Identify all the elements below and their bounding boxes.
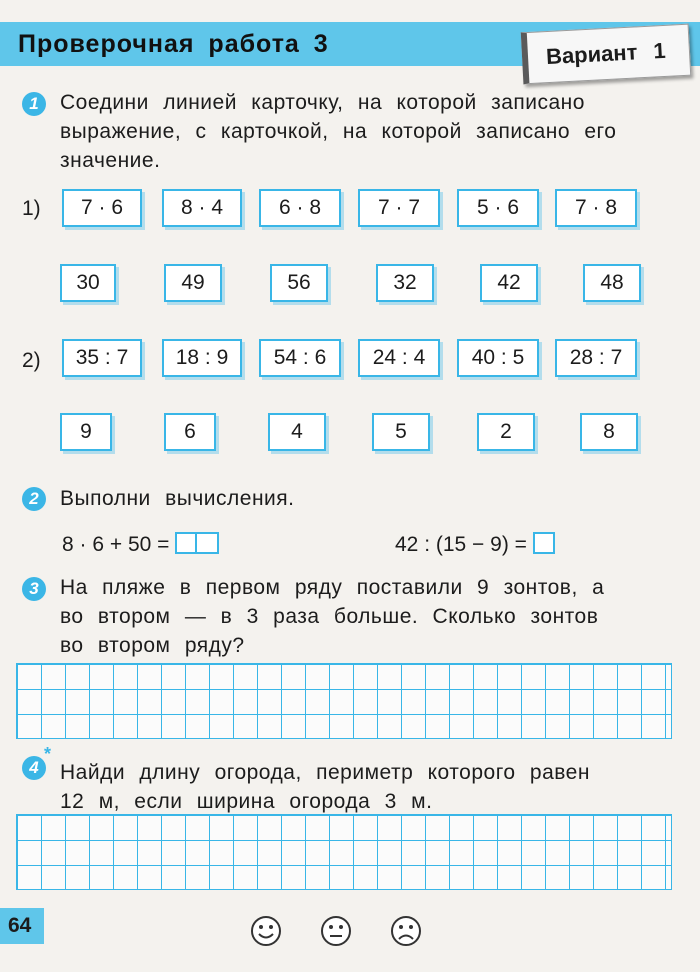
question-1-line: значение. <box>60 149 161 172</box>
calc-expression-2 <box>395 532 555 557</box>
neutral-face-icon[interactable] <box>320 915 352 947</box>
question-2-text: Выполни вычисления. <box>60 487 295 510</box>
expression-card[interactable]: 6 · 8 <box>259 189 341 227</box>
expression-card[interactable]: 40 : 5 <box>457 339 539 377</box>
question-3-line: во втором ряду? <box>60 634 245 657</box>
bonus-star: * <box>44 744 52 764</box>
row-1-label: 1) <box>22 197 41 220</box>
value-card[interactable]: 5 <box>372 413 430 451</box>
value-card[interactable]: 8 <box>580 413 638 451</box>
expression-card[interactable]: 28 : 7 <box>555 339 637 377</box>
expression-card[interactable]: 7 · 6 <box>62 189 142 227</box>
calc-expression-1 <box>62 532 219 557</box>
question-3-line: На пляже в первом ряду поставили 9 зонтов, а <box>60 576 605 599</box>
calc-expression-text: 8 · 6 + 50 = <box>62 533 170 556</box>
expression-card[interactable]: 18 : 9 <box>162 339 242 377</box>
calc-expression-text: 42 : (15 − 9) = <box>395 533 527 556</box>
question-1-line: Соедини линией карточку, на которой записано <box>60 91 585 114</box>
row-2-label: 2) <box>22 349 41 372</box>
value-card[interactable]: 6 <box>164 413 216 451</box>
expression-card[interactable]: 7 · 7 <box>358 189 440 227</box>
value-card[interactable]: 56 <box>270 264 328 302</box>
question-2-number: 2 <box>22 487 46 511</box>
happy-face-icon[interactable] <box>250 915 282 947</box>
value-card[interactable]: 48 <box>583 264 641 302</box>
value-card[interactable]: 49 <box>164 264 222 302</box>
answer-box[interactable] <box>533 532 555 554</box>
answer-box[interactable] <box>175 532 197 554</box>
variant-label: Вариант 1 <box>521 24 691 85</box>
page-number: 64 <box>0 908 44 944</box>
expression-card[interactable]: 7 · 8 <box>555 189 637 227</box>
question-3-text <box>60 573 604 660</box>
value-card[interactable]: 9 <box>60 413 112 451</box>
expression-card[interactable]: 8 · 4 <box>162 189 242 227</box>
expression-card[interactable]: 24 : 4 <box>358 339 440 377</box>
question-4-number: 4 <box>22 756 46 780</box>
question-3-line: во втором — в 3 раза больше. Сколько зонтов <box>60 605 599 628</box>
expression-card[interactable]: 5 · 6 <box>457 189 539 227</box>
answer-grid-4[interactable] <box>16 814 672 890</box>
question-1-number: 1 <box>22 92 46 116</box>
value-card[interactable]: 30 <box>60 264 116 302</box>
question-1-line: выражение, с карточкой, на которой записано его <box>60 120 617 143</box>
value-card[interactable]: 4 <box>268 413 326 451</box>
value-card[interactable]: 42 <box>480 264 538 302</box>
value-card[interactable]: 2 <box>477 413 535 451</box>
question-3-number: 3 <box>22 577 46 601</box>
answer-grid-3[interactable] <box>16 663 672 739</box>
value-card[interactable]: 32 <box>376 264 434 302</box>
question-4-text <box>60 758 590 816</box>
question-4-line: Найди длину огорода, периметр которого равен <box>60 761 590 784</box>
expression-card[interactable]: 54 : 6 <box>259 339 341 377</box>
expression-card[interactable]: 35 : 7 <box>62 339 142 377</box>
sad-face-icon[interactable] <box>390 915 422 947</box>
answer-box[interactable] <box>197 532 219 554</box>
question-4-line: 12 м, если ширина огорода 3 м. <box>60 790 433 813</box>
question-1-text <box>60 88 616 175</box>
page-title: Проверочная работа 3 <box>18 30 329 58</box>
